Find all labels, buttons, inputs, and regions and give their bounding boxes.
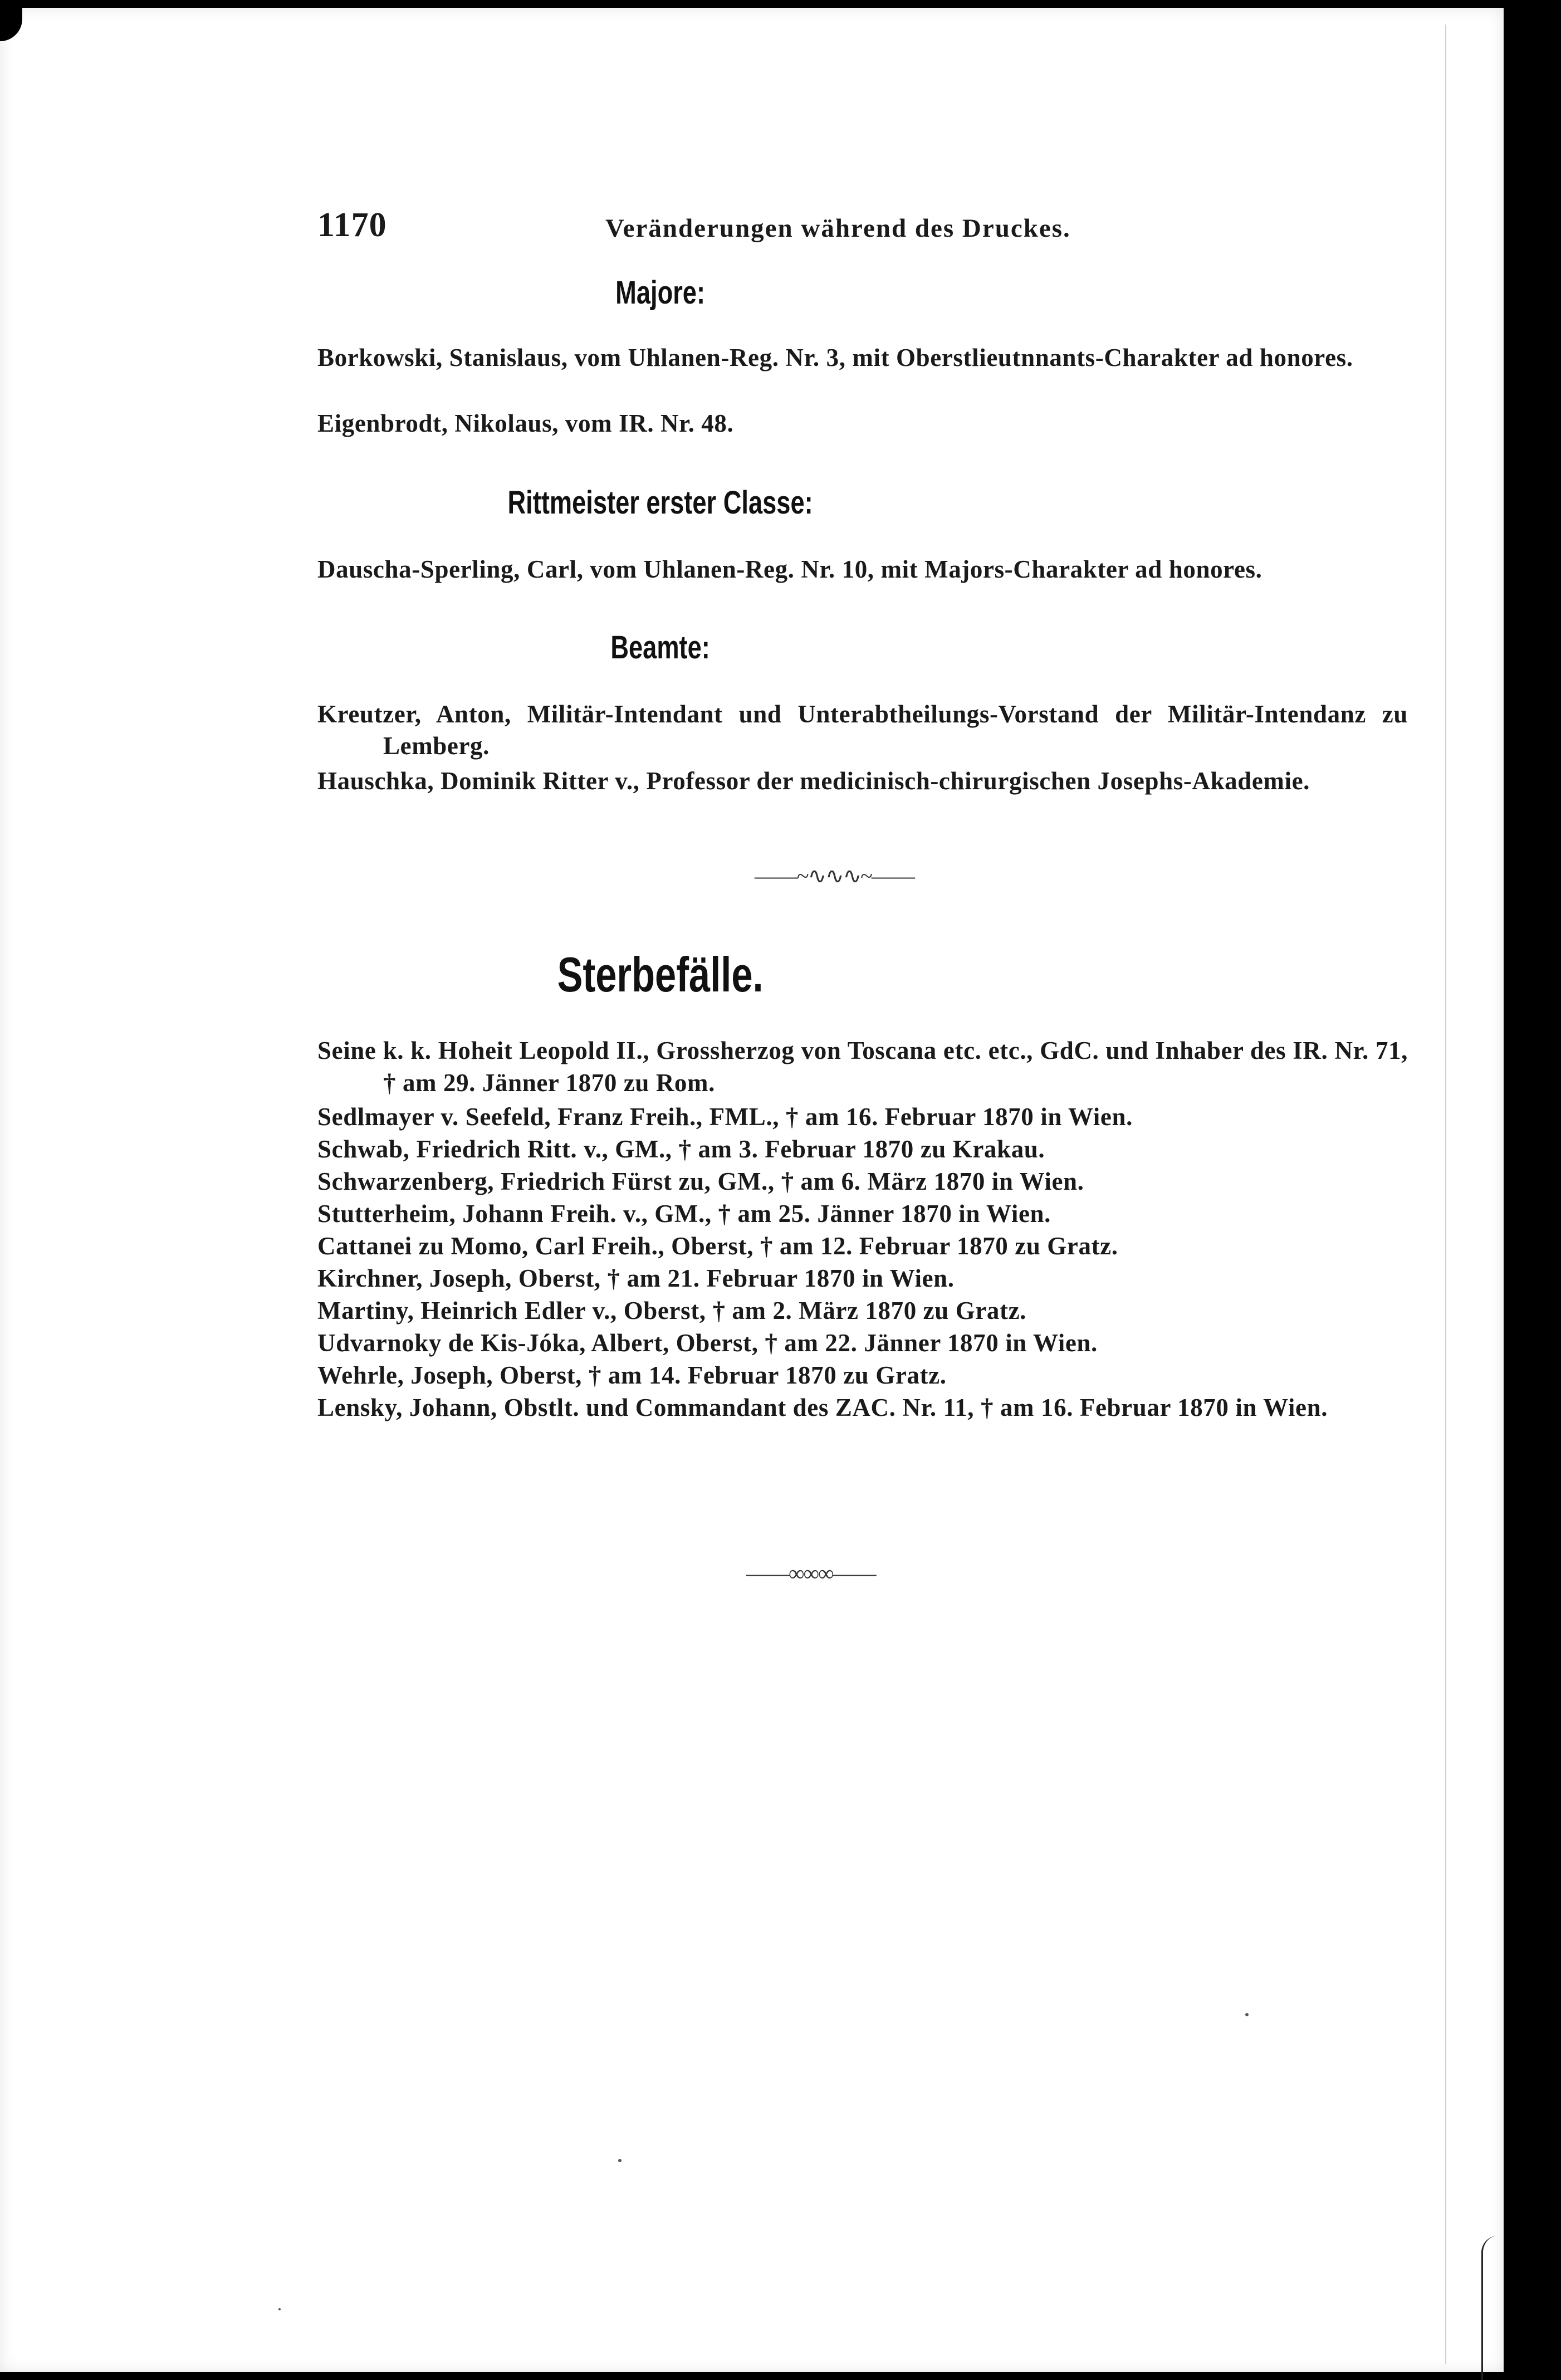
page-curl <box>1481 2236 1511 2380</box>
entry-death-8: Martiny, Heinrich Edler v., Oberst, † am 2. März 1870 zu Gratz. <box>317 1297 1027 1325</box>
divider-ornament: ——~∿∿∿~—— <box>755 863 914 888</box>
entry-death-4: Schwarzenberg, Friedrich Fürst zu, GM., † am 6. März 1870 in Wien. <box>317 1167 1084 1195</box>
printed-page <box>0 8 1504 2372</box>
heading-rittmeister: Rittmeister erster Classe: <box>507 485 813 521</box>
page-edge-line <box>1445 25 1446 2364</box>
entry-death-2: Sedlmayer v. Seefeld, Franz Freih., FML., † am 16. Februar 1870 in Wien. <box>317 1103 1133 1131</box>
entry-death-7: Kirchner, Joseph, Oberst, † am 21. Februar 1870 in Wien. <box>317 1264 955 1292</box>
paper-speck <box>278 2308 281 2310</box>
paper-speck <box>1245 2013 1249 2016</box>
entry-death-3: Schwab, Friedrich Ritt. v., GM., † am 3. Februar 1870 zu Krakau. <box>317 1135 1045 1163</box>
running-head: Veränderungen während des Druckes. <box>605 214 1071 243</box>
page-number: 1170 <box>317 206 387 244</box>
end-ornament: ——∞∞∞—— <box>746 1561 875 1586</box>
entry-majore-2: Eigenbrodt, Nikolaus, vom IR. Nr. 48. <box>317 409 734 437</box>
entry-majore-1: Borkowski, Stanislaus, vom Uhlanen-Reg. Nr. 3, mit Oberstlieutnnants-Charakter ad honores. <box>317 344 1353 372</box>
entry-death-10: Wehrle, Joseph, Oberst, † am 14. Februar 1870 zu Gratz. <box>317 1361 947 1389</box>
page-header <box>0 206 1504 250</box>
entry-death-6: Cattanei zu Momo, Carl Freih., Oberst, † am 12. Februar 1870 zu Gratz. <box>317 1232 1118 1260</box>
paper-speck <box>618 2159 622 2162</box>
entry-death-5: Stutterheim, Johann Freih. v., GM., † am 25. Jänner 1870 in Wien. <box>317 1200 1051 1228</box>
torn-corner <box>0 8 22 41</box>
heading-beamte: Beamte: <box>610 629 710 666</box>
heading-sterbefaelle: Sterbefälle. <box>557 947 764 1002</box>
entry-beamte-1: Kreutzer, Anton, Militär-Intendant und Unterabtheilungs-Vorstand der Militär-Intendanz zu Lemberg. <box>317 700 1408 760</box>
entry-rittmeister-1: Dauscha-Sperling, Carl, vom Uhlanen-Reg. Nr. 10, mit Majors-Charakter ad honores. <box>317 555 1262 583</box>
heading-majore: Majore: <box>615 275 706 311</box>
entry-death-11: Lensky, Johann, Obstlt. und Commandant des ZAC. Nr. 11, † am 16. Februar 1870 in Wien. <box>317 1394 1328 1421</box>
entry-death-9: Udvarnoky de Kis-Jóka, Albert, Oberst, † am 22. Jänner 1870 in Wien. <box>317 1329 1098 1357</box>
entry-beamte-2: Hauschka, Dominik Ritter v., Professor der medicinisch-chirurgischen Josephs-Akademie. <box>317 767 1310 795</box>
entry-death-1: Seine k. k. Hoheit Leopold II., Grossherzog von Toscana etc. etc., GdC. und Inhaber des IR. Nr. 71, † am 29. Jänner 1870 zu Rom. <box>317 1037 1408 1097</box>
